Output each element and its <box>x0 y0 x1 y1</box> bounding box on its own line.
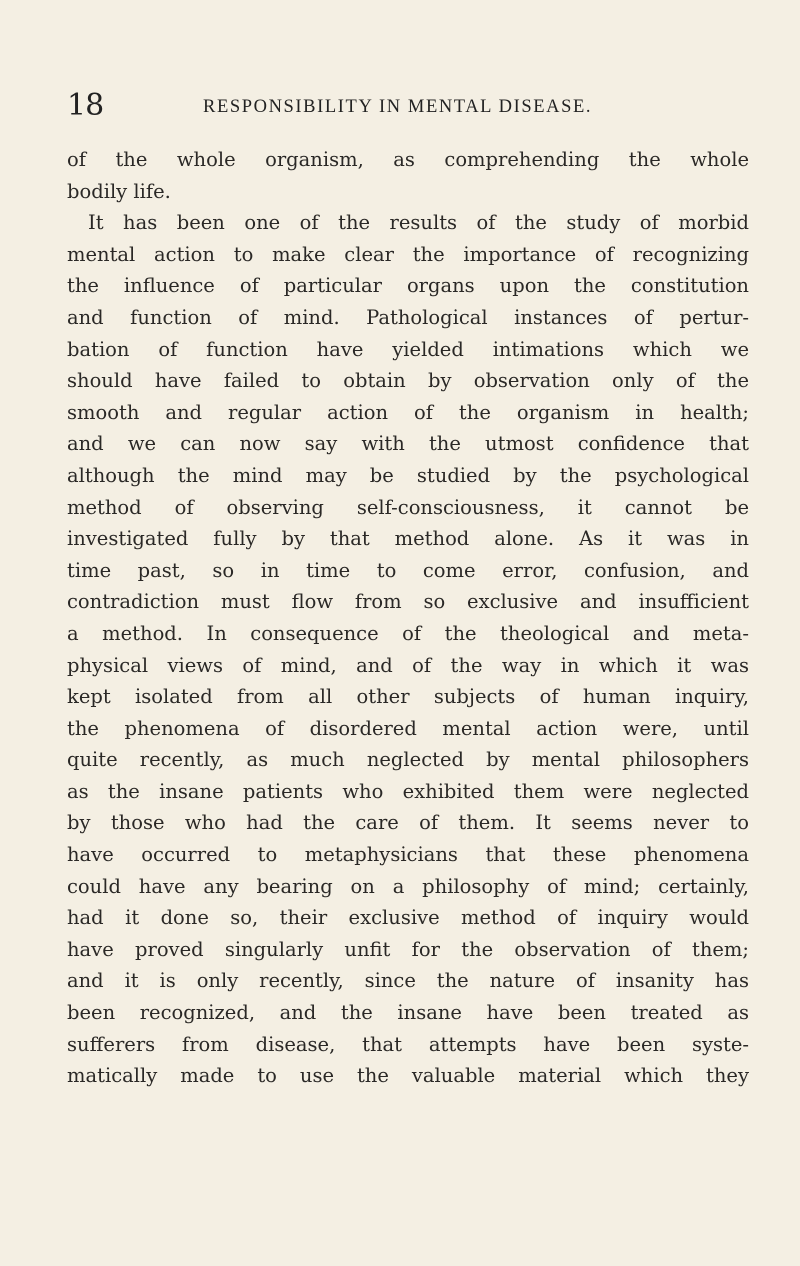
text-line: kept isolated from all other subjects of human inquiry, <box>67 685 749 709</box>
text-line: a method. In consequence of the theological and meta- <box>67 621 749 645</box>
text-line: have proved singularly unfit for the observation of them; <box>67 937 749 961</box>
text-line: as the insane patients who exhibited them were neglected <box>67 779 749 803</box>
page-number: 18 <box>67 88 104 123</box>
text-line: and function of mind. Pathological instances of pertur- <box>67 305 749 329</box>
text-line: time past, so in time to come error, confusion, and <box>67 558 749 582</box>
text-line: smooth and regular action of the organism in health; <box>67 400 749 424</box>
running-title: RESPONSIBILITY IN MENTAL DISEASE. <box>203 97 593 117</box>
text-line: and we can now say with the utmost confidence that <box>67 432 749 456</box>
text-line: bodily life. <box>67 179 171 203</box>
running-head <box>67 86 737 126</box>
text-line: could have any bearing on a philosophy of mind; certainly, <box>67 874 749 898</box>
text-line: the phenomena of disordered mental action were, until <box>67 716 749 740</box>
text-line: and it is only recently, since the nature of insanity has <box>67 969 749 993</box>
body-text <box>67 144 749 1092</box>
text-line: method of observing self-consciousness, it cannot be <box>67 495 749 519</box>
text-line: have occurred to metaphysicians that these phenomena <box>67 843 749 867</box>
text-line: although the mind may be studied by the psychological <box>67 463 749 487</box>
text-line: of the whole organism, as comprehending the whole <box>67 148 749 171</box>
text-line: physical views of mind, and of the way in which it was <box>67 653 749 677</box>
text-line: had it done so, their exclusive method of inquiry would <box>67 906 749 930</box>
text-line: It has been one of the results of the study of morbid <box>88 211 749 235</box>
text-line: matically made to use the valuable material which they <box>67 1064 749 1088</box>
text-line: mental action to make clear the importance of recognizing <box>67 242 749 266</box>
text-line: investigated fully by that method alone. As it was in <box>67 527 749 551</box>
text-line: bation of function have yielded intimations which we <box>67 337 749 361</box>
text-line: sufferers from disease, that attempts have been syste- <box>67 1032 749 1056</box>
text-line: the influence of particular organs upon the constitution <box>67 274 749 298</box>
text-line: contradiction must flow from so exclusive and insufficient <box>67 590 749 614</box>
text-line: quite recently, as much neglected by mental philosophers <box>67 748 749 772</box>
text-line: should have failed to obtain by observation only of the <box>67 369 749 393</box>
text-line: by those who had the care of them. It seems never to <box>67 811 749 835</box>
text-line: been recognized, and the insane have been treated as <box>67 1001 749 1025</box>
